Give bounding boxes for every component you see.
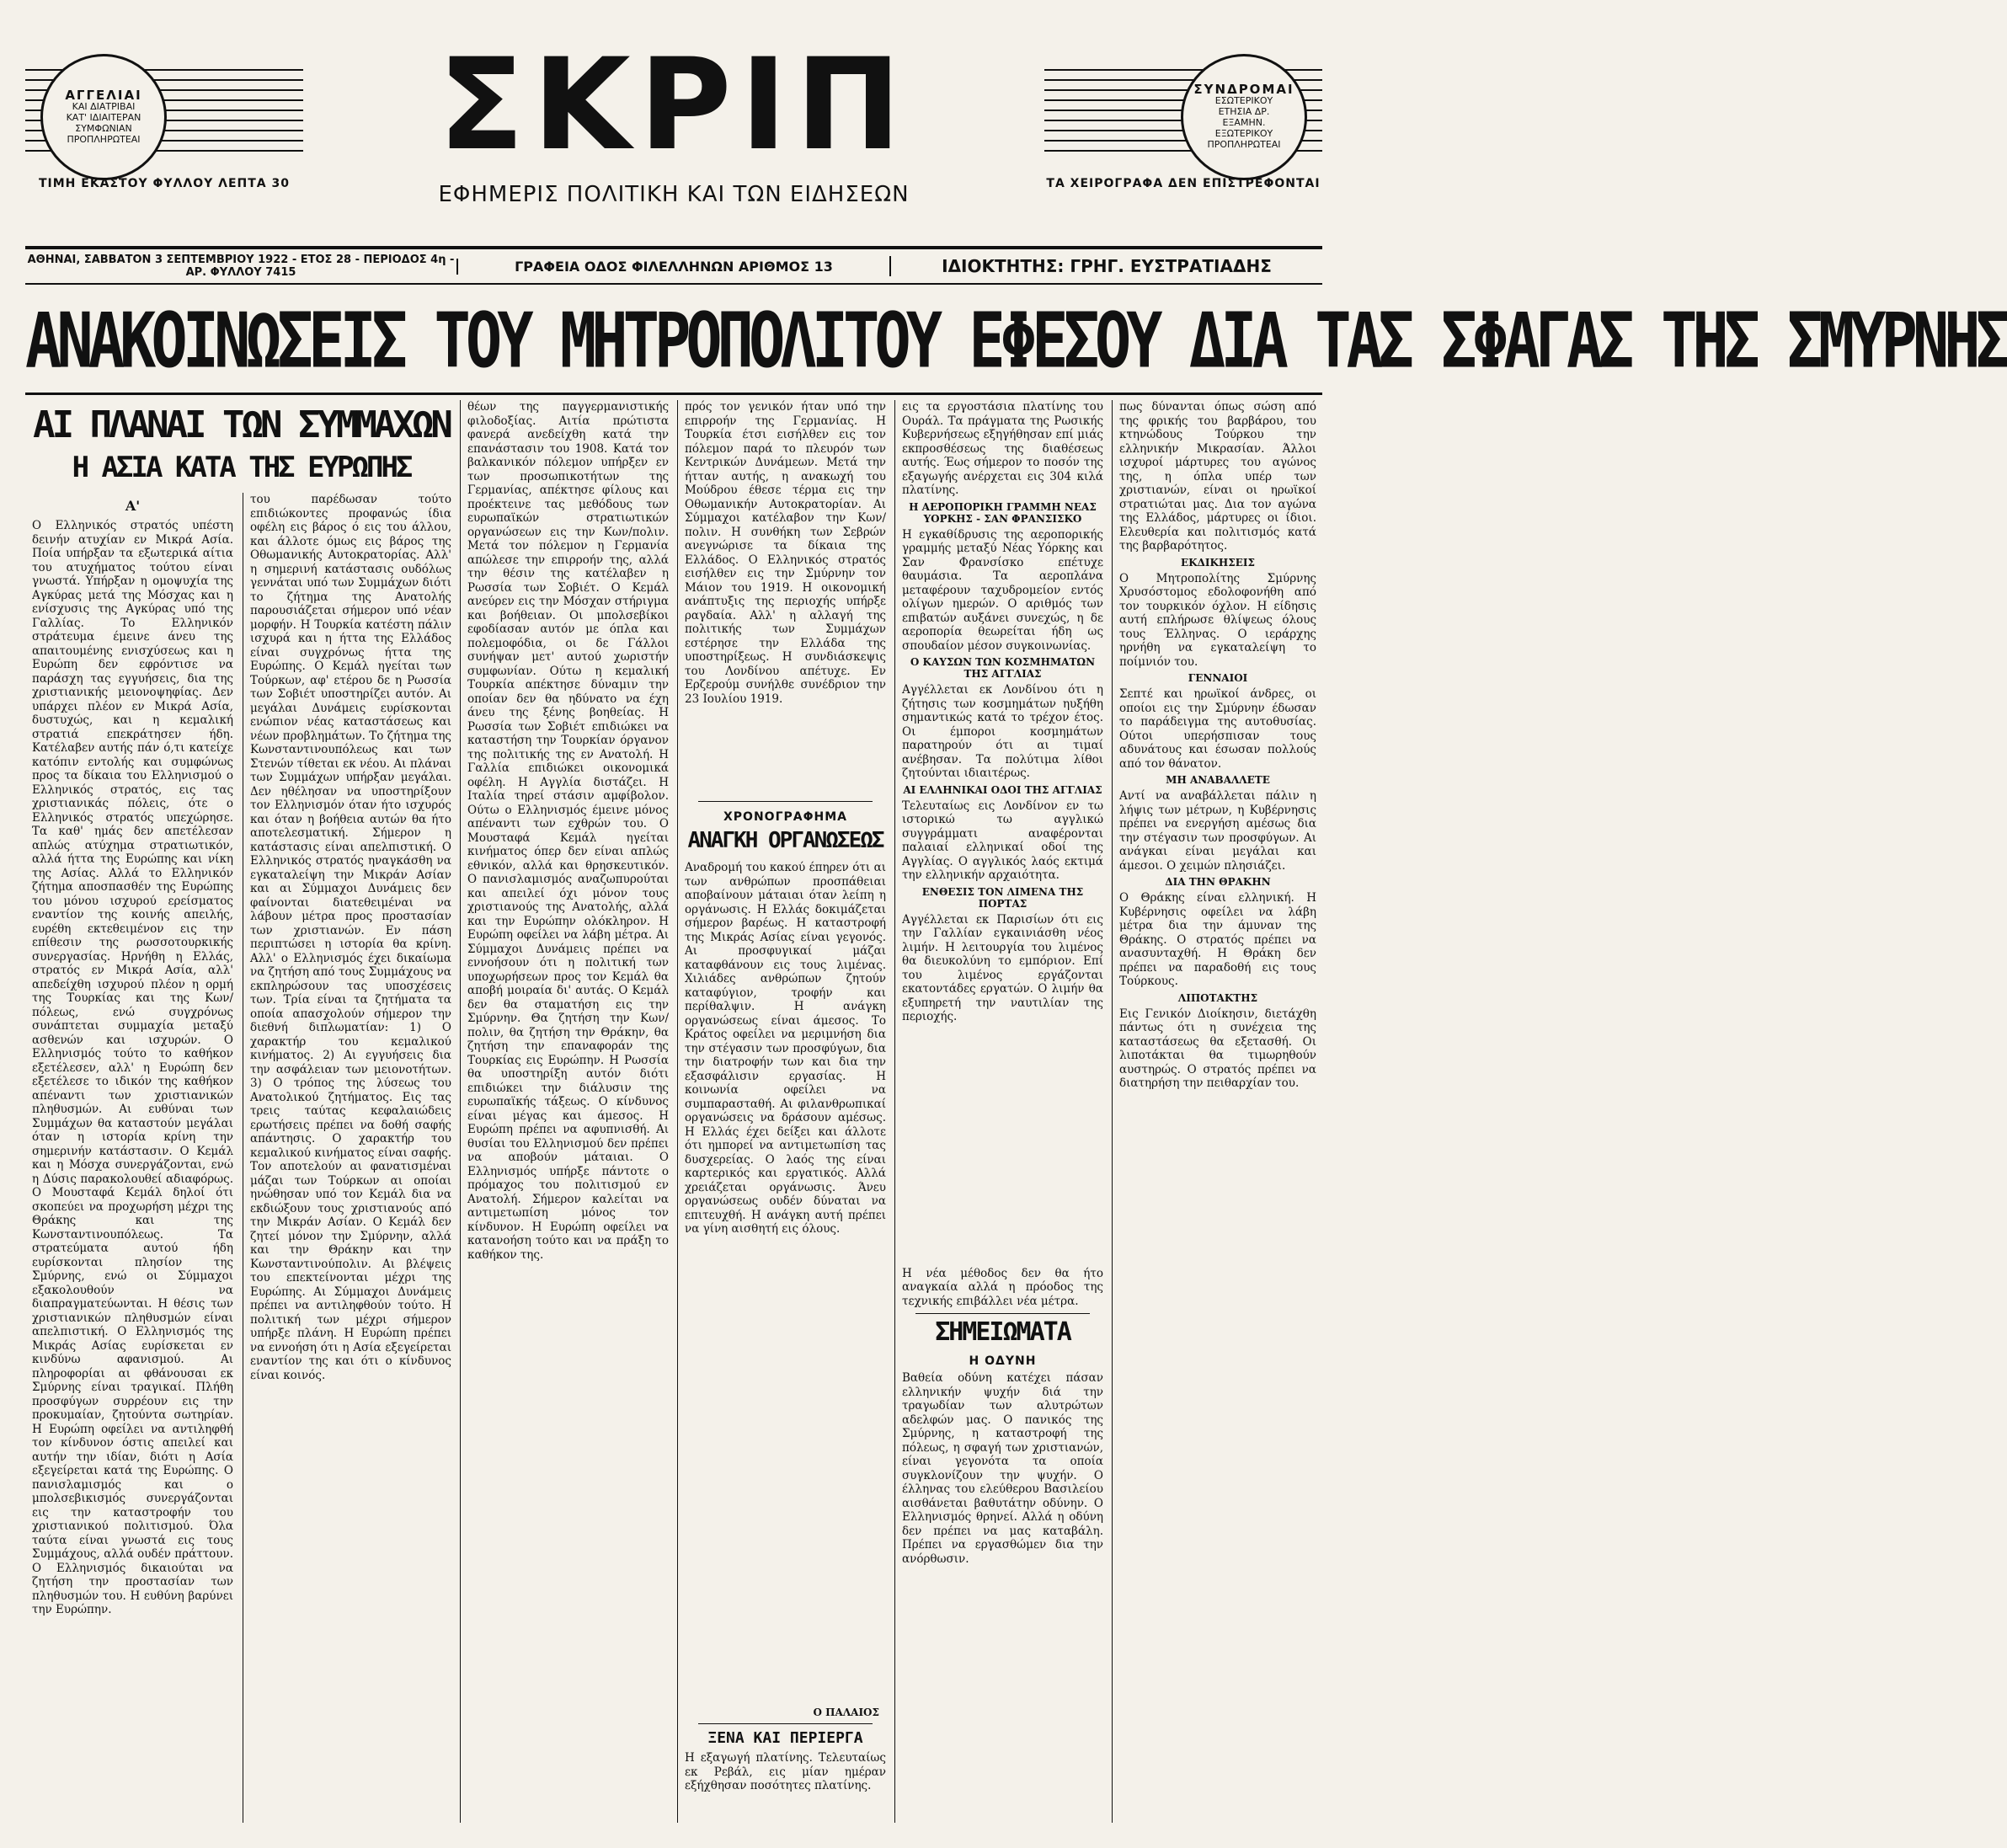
news-title: ΕΝΘΕΣΙΣ ΤΟΝ ΛΙΜΕΝΑ ΤΗΣ ΠΟΡΤΑΣ	[921, 885, 1084, 910]
newspaper-title: ΣΚΡΙΠ	[438, 32, 910, 179]
column-4	[677, 400, 893, 1823]
divider	[698, 1723, 873, 1724]
ads-stamp-line: ΚΑΙ ΔΙΑΤΡΙΒΑΙ	[72, 100, 136, 112]
lead-article-title: ΑΙ ΠΛΑΝΑΙ ΤΩΝ ΣΥΜΜΑΧΩΝ	[33, 403, 450, 446]
strange-news-text: Η εξαγωγή πλατίνης. Τελευταίως εκ Ρεβάλ, εις μίαν ημέραν εξήχθησαν ποσότητες πλατίνης.	[685, 1751, 886, 1792]
section-title: ΛΙΠΟΤΑΚΤΗΣ	[1177, 991, 1258, 1004]
ads-stamp	[40, 54, 167, 180]
info-bar	[25, 246, 1322, 285]
column-1	[25, 493, 240, 1823]
news-text: Τελευταίως εις Λονδίνον εν τω ιστορικώ τω αγγλικώ συγγράμματι αναφέρονται παλαιαί ελληνικαί οδοί της Αγγλίας. Ο αγγλικός λαός εκτιμά την ελληνικήν αρχαιότητα.	[902, 798, 1103, 882]
subscriptions-stamp-line: ΠΡΟΠΛΗΡΩΤΕΑΙ	[1207, 139, 1281, 150]
news-title: Η ΑΕΡΟΠΟΡΙΚΗ ΓΡΑΜΜΗ ΝΕΑΣ ΥΟΡΚΗΣ - ΣΑΝ ΦΡΑΝΣΙΣΚΟ	[909, 500, 1097, 525]
notes-text: Βαθεία οδύνη κατέχει πάσαν ελληνικήν ψυχήν διά την τραγωδίαν των αλυτρώτων αδελφών μας. Ο πανικός της Σμύρνης, η καταστροφή της πόλεως, η σφαγή των χριστιανών, είναι γεγονότα τα οποία συγκλονίζουν την ψυχήν. Ο έλληνας του ελεύθερου Βασιλείου αισθάνεται βαθυτάτην οδύνην. Ο Ελληνισμός θρηνεί. Αλλά η οδύνη δεν πρέπει να μας καταβάλη. Πρέπει να εργασθώμεν δια την ανόρθωσιν.	[902, 1371, 1103, 1566]
section-text: Σεπτέ και ηρωϊκοί άνδρες, οι οποίοι εις την Σμύρνην έδωσαν το παράδειγμα της αυτοθυσίας. Ούτοι υπερήσπισαν τους αδυνάτους και έσωσαν πολλούς από τον θάνατον.	[1119, 687, 1316, 771]
lead-article-subtitle: Η ΑΣΙΑ ΚΑΤΑ ΤΗΣ ΕΥΡΩΠΗΣ	[72, 451, 411, 484]
news-text: Η εγκαθίδρυσις της αεροπορικής γραμμής μεταξύ Νέας Υόρκης και Σαν Φρανσίσκο επέτυχε θαυμάσια. Τα αεροπλάνα μεταφέρουν ταχυδρομείον εντός ολίγων ημερών. Ο αριθμός των επιβατών αυξάνει συνεχώς, η δε αεροπορία θεωρείται ήδη ως σπουδαίον μέσον συγκοινωνίας.	[902, 527, 1103, 653]
newspaper-subtitle: ΕΦΗΜΕΡΙΣ ΠΟΛΙΤΙΚΗ ΚΑΙ ΤΩΝ ΕΙΔΗΣΕΩΝ	[438, 182, 910, 207]
section-number: Α'	[125, 498, 141, 514]
notes-title: ΣΗΜΕΙΩΜΑΤΑ	[935, 1317, 1070, 1347]
headline-rule	[25, 393, 1322, 395]
column-5	[894, 400, 1110, 1823]
section-text: Ο Θράκης είναι ελληνική. Η Κυβέρνησις οφείλει να λάβη μέτρα δια την άμυναν της Θράκης. Ο στρατός πρέπει να ανασυνταχθή. Η Θράκη δεν πρέπει να παραδοθή εις τους Τούρκους.	[1119, 891, 1316, 988]
notes-subtitle: Η ΟΔΥΝΗ	[969, 1354, 1037, 1368]
subscriptions-stamp-line: ΕΞΑΜΗΝ.	[1222, 117, 1266, 128]
subscriptions-stamp-line: ΕΣΩΤΕΡΙΚΟΥ	[1214, 95, 1273, 106]
section-text: Αντί να αναβάλλεται πάλιν η λήψις των μέτρων, η Κυβέρνησις πρέπει να ενεργήση αμέσως δια την στέγασιν των προσφύγων. Αι ανάγκαι είναι μεγάλαι και άμεσοι. Ο χειμών πλησιάζει.	[1119, 789, 1316, 873]
section-title: ΓΕΝΝΑΙΟΙ	[1188, 672, 1248, 684]
chronography-title: ΑΝΑΓΚΗ ΟΡΓΑΝΩΣΕΩΣ	[687, 828, 883, 853]
news-title: ΑΙ ΕΛΛΗΝΙΚΑΙ ΟΔΟΙ ΤΗΣ ΑΓΓΛΙΑΣ	[903, 783, 1102, 796]
right-ear	[1044, 61, 1322, 190]
divider	[698, 801, 873, 802]
news-text: Αγγέλλεται εκ Παρισίων ότι εις την Γαλλίαν εγκαινιάσθη νέος λιμήν. Η λειτουργία του λιμένος θα διευκολύνη το εμπόριον. Επί του λιμένος εργάζονται εκατοντάδες εργατών. Ο λιμήν θα εξυπηρετή την ναυτιλίαν της περιοχής.	[902, 912, 1103, 1023]
section-title: ΔΙΑ ΤΗΝ ΘΡΑΚΗΝ	[1165, 876, 1271, 888]
news-text: Η νέα μέθοδος δεν θα ήτο αναγκαία αλλά η πρόοδος της τεχνικής επιβάλλει νέα μέτρα.	[902, 1266, 1103, 1308]
issue-date: ΑΘΗΝΑΙ, ΣΑΒΒΑΤΟΝ 3 ΣΕΠΤΕΜΒΡΙΟΥ 1922 - ΕΤΟΣ 28 - ΠΕΡΙΟΔΟΣ 4η - ΑΡ. ΦΥΛΛΟΥ 7415	[27, 254, 455, 279]
chronography-label: ΧΡΟΝΟΓΡΑΦΗΜΑ	[723, 810, 847, 824]
price-caption: ΤΙΜΗ ΕΚΑΣΤΟΥ ΦΥΛΛΟΥ ΛΕΠΤΑ 30	[38, 177, 291, 190]
chronography-signature: Ο ΠΑΛΑΙΟΣ	[813, 1706, 879, 1718]
newspaper-page	[25, 25, 2007, 1823]
column-3	[460, 400, 675, 1823]
column-6-intro: πως δύνανται όπως σώση από της φρικής του βαρβάρου, του κτηνώδους Τούρκου την ελληνικήν Μικρασίαν. Άλλοι ισχυροί μάρτυρες του αγώνος της, η όπλα υπέρ των χριστιανών, είναι οι ηρωϊκοί στρατιώται μας. Δια τον αγώνα της Ελλάδος, μάρτυρες οι ίδιοι. Ελευθερία και πολιτισμός κατά της βαρβαρότητος.	[1119, 400, 1316, 553]
section-title: ΕΚΔΙΚΗΣΕΙΣ	[1181, 556, 1255, 569]
offices-address: ΓΡΑΦΕΙΑ ΟΔΟΣ ΦΙΛΕΛΛΗΝΩΝ ΑΡΙΘΜΟΣ 13	[456, 259, 889, 275]
column-2	[243, 493, 458, 1823]
subscriptions-stamp	[1181, 54, 1307, 180]
divider	[915, 1313, 1090, 1314]
section-text: Ο Μητροπολίτης Σμύρνης Χρυσόστομος εδολοφονήθη από τον τουρκικόν όχλον. Η είδησις αυτή επλήρωσε θλίψεως όλους τους Έλληνας. Ο ιεράρχης ηρνήθη να εγκαταλείψη το ποίμνιόν του.	[1119, 571, 1316, 669]
lead-article-text-1: Ο Ελληνικός στρατός υπέστη δεινήν ατυχίαν εν Μικρά Ασία. Ποία υπήρξαν τα εξωτερικά αίτια του ατυχήματος τούτου είναι γνωστά. Υπήρξαν η ομοψυχία της Αγκύρας μετά της Μόσχας και η ενίσχυσις της Αγκύρας υπό της Γαλλίας. Το Ελληνικόν στράτευμα έμεινε άνευ της απαιτουμένης ενισχύσεως και η Ευρώπη δεν εφρόντισε να παράσχη τας εγγυήσεις, δια της χριστιανικής μειονοψηφίας. Δεν υπάρχει πλέον εν Μικρά Ασία, δυστυχώς, και η κεμαλική στρατιά επεκράτησεν ήδη. Κατέλαβεν αυτής πάν ό,τι κατείχε κατόπιν εντολής και συμφώνως προς τα δίκαια του Ελληνισμού ο Ελληνικός στρατός, εις τας χριστιανικάς πόλεις, ότε ο Ελληνικός στρατός υπεχώρησε. Τα καθ' ημάς δεν απετέλεσαν απλώς ατύχημα στρατιωτικόν, αλλά ήττα της Ευρώπης και νίκη της Ασίας. Αλλά το Ελληνικόν ζήτημα αποσπασθέν της Ευρώπης του μόνου ισχυρού ερείσματος εναντίον της κοινής απειλής, ευρέθη εκτεθειμένον εις την επίθεσιν της ρωσσοτουρκικής συνεργασίας. Ηρνήθη η Ελλάς, στρατός εν Μικρά Ασία, αλλ' απεδείχθη ισχυρού πλέον η ορμή της Τουρκίας και της Κων/πόλεως, ενώ συγχρόνως συνάπτεται συμμαχία μεταξύ ασθενών και ισχυρών. Ο Ελληνισμός τούτο το καθήκον εξετέλεσεν, αλλ' η Ευρώπη δεν εξετέλεσε το ιδικόν της καθήκον απέναντι των χριστιανικών πληθυσμών. Αι ευθύναι των Συμμάχων θα καταστούν μεγάλαι όταν η ιστορία κρίνη την σημερινήν κατάστασιν. Ο Κεμάλ και η Μόσχα συνεργάζονται, ενώ η Δύσις παρακολουθεί αδιαφόρως. Ο Μουσταφά Κεμάλ δηλοί ότι σκοπεύει να προχωρήση μέχρι της Θράκης και της Κωνσταντινουπόλεως. Τα στρατεύματα αυτού ήδη ευρίσκονται πλησίον της Σμύρνης, ενώ οι Σύμμαχοι εξακολουθούν να διαπραγματεύωνται. Η θέσις των χριστιανικών πληθυσμών είναι απελπιστική. Ο Ελληνισμός της Μικράς Ασίας ευρίσκεται εν κινδύνω αφανισμού. Αι πληροφορίαι αι φθάνουσαι εκ Σμύρνης είναι τραγικαί. Πλήθη προσφύγων συρρέουν εις την προκυμαίαν, ζητούντα σωτηρίαν. Η Ευρώπη οφείλει να αντιληφθή τον κίνδυνον όστις απειλεί και αυτήν την ιδίαν, διότι η Ασία εξεγείρεται κατά της Ευρώπης. Ο πανισλαμισμός και ο μπολσεβικισμός συνεργάζονται εις την καταστροφήν του χριστιανικού πολιτισμού. Όλα ταύτα είναι γνωστά εις τους Συμμάχους, αλλά ουδέν πράττουν. Ο Ελληνισμός δικαιούται να ζητήση την προστασίαν των πληθυσμών του. Η ευθύνη βαρύνει την Ευρώπην.	[32, 519, 233, 1616]
ads-stamp-line: ΚΑΤ' ΙΔΙΑΙΤΕΡΑΝ	[66, 111, 141, 123]
ads-stamp-title: ΑΓΓΕΛΙΑΙ	[65, 87, 142, 103]
news-text: Αγγέλλεται εκ Λονδίνου ότι η ζήτησις των κοσμημάτων ηυξήθη σημαντικώς κατά το τρέχον έτος. Οι έμποροι κοσμημάτων παρατηρούν ότι αι τιμαί ανέβησαν. Τα πολύτιμα λίθοι ζητούνται ιδιαιτέρως.	[902, 683, 1103, 780]
subscriptions-stamp-line: ΕΞΩΤΕΡΙΚΟΥ	[1214, 128, 1273, 139]
ads-stamp-line: ΣΥΜΦΩΝΙΑΝ	[75, 122, 132, 134]
strange-news-label: ΞΕΝΑ ΚΑΙ ΠΕΡΙΕΡΓΑ	[707, 1729, 863, 1747]
main-headline: ΑΝΑΚΟΙΝΩΣΕΙΣ ΤΟΥ ΜΗΤΡΟΠΟΛΙΤΟΥ ΕΦΕΣΟΥ ΔΙΑ ΤΑΣ ΣΦΑΓΑΣ ΤΗΣ ΣΜΥΡΝΗΣ	[25, 296, 2007, 385]
subscriptions-stamp-title: ΣΥΝΔΡΟΜΑΙ	[1193, 82, 1294, 97]
lead-article-text-3: θέων της παγγερμανιστικής φιλοδοξίας. Αιτία πρώτιστα φανερά ανεδείχθη κατά την επανάστασιν του 1908. Κατά τον βαλκανικόν πόλεμον υπήρξεν εν των προσωπικοτήτων της Γερμανίας, απέκτησε φίλους και προέκτεινε τας μεθόδους των ευρωπαϊκών στρατιωτικών οργανώσεων εις την Κων/πολιν. Μετά τον πόλεμον η Γερμανία απώλεσε την επιρροήν της, αλλά την θέσιν της κατέλαβεν η Ρωσσία των Σοβιέτ. Ο Κεμάλ ανεύρεν εις την Μόσχαν στήριγμα και βοήθειαν. Οι μπολσεβίκοι εφοδίασαν αυτόν με όπλα και πολεμοφόδια, οι δε Γάλλοι συνήψαν μετ' αυτού χωριστήν συμφωνίαν. Ούτω η κεμαλική Τουρκία απέκτησε δύναμιν την οποίαν δεν θα ηδύνατο να έχη άνευ της ξένης βοηθείας. Η Ρωσσία των Σοβιέτ επιδιώκει να καταστήση την Τουρκίαν όργανον της πολιτικής της εν Ανατολή. Η Γαλλία επιδιώκει οικονομικά οφέλη. Η Αγγλία διστάζει. Η Ιταλία τηρεί στάσιν αμφίβολον. Ούτω ο Ελληνισμός έμεινε μόνος απέναντι των εχθρών του. Ο Μουσταφά Κεμάλ ηγείται κινήματος όπερ δεν είναι απλώς εθνικόν, αλλά και θρησκευτικόν. Ο πανισλαμισμός αναζωπυρούται και απειλεί όχι μόνον τους χριστιανούς της Ανατολής, αλλά και την Ευρώπην ολόκληρον. Η Ευρώπη οφείλει να λάβη μέτρα. Αι Σύμμαχοι Δυνάμεις πρέπει να εννοήσουν ότι η πολιτική των υποχωρήσεων προς τον Κεμάλ θα αποβή μοιραία δι' αυτάς. Ο Κεμάλ δεν θα σταματήση εις την Σμύρνην. Θα ζητήση την Κων/πολιν, θα ζητήση την Θράκην, θα ζητήση την επαναφοράν της Τουρκίας εις Ευρώπην. Η Ρωσσία θα υποστηρίξη αυτόν διότι επιδιώκει την διάλυσιν της ευρωπαϊκής τάξεως. Ο κίνδυνος είναι μέγας και άμεσος. Η Ευρώπη πρέπει να αφυπνισθή. Αι θυσίαι του Ελληνισμού δεν πρέπει να αποβούν μάταιαι. Ο Ελληνισμός υπήρξε πάντοτε ο πρόμαχος του πολιτισμού εν Ανατολή. Σήμερον καλείται να αντιμετωπίση μόνος τον κίνδυνον. Η Ευρώπη οφείλει να κατανοήση τούτο και να πράξη το καθήκον της.	[467, 400, 669, 1262]
lead-article-text-4: πρός τον γενικόν ήταν υπό την επιρροήν της Γερμανίας. Η Τουρκία έτσι εισήλθεν εις τον πόλεμον παρά το πλευρόν των Κεντρικών Δυνάμεων. Μετά την ήτταν αυτής, η ανακωχή του Μούδρου έθεσε τέρμα εις την Οθωμανικήν Αυτοκρατορίαν. Αι Σύμμαχοι κατέλαβον την Κων/πολιν. Η συνθήκη των Σεβρών ανεγνώρισε τα δίκαια της Ελλάδος. Ο Ελληνικός στρατός εισήλθεν εις την Σμύρνην τον Μάιον του 1919. Η οικονομική ανάπτυξις της περιοχής υπήρξε ραγδαία. Αλλ' η αλλαγή της πολιτικής των Συμμάχων εστέρησε την Ελλάδα της υποστηρίξεως. Η συνδιάσκεψις του Λονδίνου απέτυχε. Εν Ερζερούμ συνήλθε συνέδριον την 23 Ιουλίου 1919.	[685, 400, 886, 706]
subscriptions-stamp-line: ΕΤΗΣΙΑ ΔΡ.	[1218, 106, 1270, 117]
news-title: Ο ΚΑΥΣΩΝ ΤΩΝ ΚΟΣΜΗΜΑΤΩΝ ΤΗΣ ΑΓΓΛΙΑΣ	[910, 656, 1096, 680]
manuscripts-caption: ΤΑ ΧΕΙΡΟΓΡΑΦΑ ΔΕΝ ΕΠΙΣΤΡΕΦΟΝΤΑΙ	[1046, 177, 1321, 190]
owner-name: ΙΔΙΟΚΤΗΤΗΣ: ΓΡΗΓ. ΕΥΣΤΡΑΤΙΑΔΗΣ	[889, 256, 1322, 276]
section-text: Εις Γενικόν Διοίκησιν, διετάχθη πάντως ότι η συνέχεια της καταστάσεως θα εξετασθή. Οι λιποτάκται θα τιμωρηθούν αυστηρώς. Ο στρατός πρέπει να διατηρήση την πειθαρχίαν του.	[1119, 1007, 1316, 1090]
platinum-text: εις τα εργοστάσια πλατίνης του Ουράλ. Τα πράγματα της Ρωσικής Κυβερνήσεως εξηγήθησαν επί μιάς εκπροσθέσεως της διαθέσεως αυτής. Έως σήμερον το ποσόν της εξαγωγής ανέρχεται εις 304 κιλά πλατίνης.	[902, 400, 1103, 497]
article-columns	[25, 400, 1322, 1823]
lead-article-text-2: του παρέδωσαν τούτο επιδιώκοντες προφανώς ίδια οφέλη εις βάρος ό εις του άλλου, και άλλοτε όμως εις βάρος της Οθωμανικής Αυτοκρατορίας. Αλλ' η σημερινή κατάστασις ουδόλως γεννάται υπό των Συμμάχων διότι το ζήτημα της Ανατολής παρουσιάζεται σήμερον υπό νέαν μορφήν. Η Τουρκία κατέστη πάλιν ισχυρά και η ήττα της Ελλάδος είναι συγχρόνως ήττα της Ευρώπης. Ο Κεμάλ ηγείται των Τούρκων, αφ' ετέρου δε η Ρωσσία των Σοβιέτ υποστηρίζει αυτόν. Αι μεγάλαι Δυνάμεις ευρίσκονται ενώπιον νέας καταστάσεως και νέων προβλημάτων. Το ζήτημα της Κωνσταντινουπόλεως και των Στενών τίθεται εκ νέου. Αι πλάναι των Συμμάχων υπήρξαν μεγάλαι. Δεν ηθέλησαν να υποστηρίξουν τον Ελληνισμόν όταν ήτο ισχυρός και όταν η βοήθεια αυτών θα ήτο αποτελεσματική. Σήμερον η κατάστασις είναι απελπιστική. Ο Ελληνικός στρατός ηναγκάσθη να εγκαταλείψη την Μικράν Ασίαν και αι Σύμμαχοι Δυνάμεις δεν φαίνονται διατεθειμέναι να λάβουν μέτρα προς προστασίαν των χριστιανών. Εν πάση περιπτώσει η ιστορία θα κρίνη. Αλλ' ο Ελληνισμός έχει δικαίωμα να ζητήση από τους Συμμάχους να εκπληρώσουν τας υποσχέσεις των. Τρία είναι τα ζητήματα τα οποία απασχολούν σήμερον την διεθνή διπλωματίαν: 1) Ο χαρακτήρ του κεμαλικού κινήματος. 2) Αι εγγυήσεις δια την ασφάλειαν των μειονοτήτων. 3) Ο τρόπος της λύσεως του Ανατολικού ζητήματος. Εις τας τρεις ταύτας κεφαλαιώδεις ερωτήσεις πρέπει να δοθή σαφής απάντησις. Ο χαρακτήρ του κεμαλικού κινήματος είναι σαφής. Τον αποτελούν αι φανατισμέναι μάζαι των Τούρκων αι οποίαι ηνώθησαν υπό τον Κεμάλ δια να εκδιώξουν τους χριστιανούς από την Μικράν Ασίαν. Ο Κεμάλ δεν ζητεί μόνον την Σμύρνην, αλλά και την Θράκην και την Κωνσταντινούπολιν. Αι βλέψεις του επεκτείνονται μέχρι της Ευρώπης. Αι Σύμμαχοι Δυνάμεις πρέπει να αντιληφθούν τούτο. Η πολιτική των μέχρι σήμερον υπήρξε πλάνη. Η Ευρώπη πρέπει να εννοήση ότι η Ασία εξεγείρεται εναντίον της και ότι ο κίνδυνος είναι κοινός.	[250, 493, 451, 1382]
ads-stamp-line: ΠΡΟΠΛΗΡΩΤΕΑΙ	[67, 133, 141, 145]
section-title: ΜΗ ΑΝΑΒΑΛΛΕΤΕ	[1166, 774, 1270, 786]
chronography-text: Αναδρομή του κακού έπηρεν ότι αι των ανθρώπων προσπάθειαι αποβαίνουν μάταιαι όταν λείπη η οργάνωσις. Η Ελλάς δοκιμάζεται σήμερον βαρέως. Η καταστροφή της Μικράς Ασίας είναι γεγονός. Αι προσφυγικαί μάζαι καταφθάνουν εις τους λιμένας. Χιλιάδες ανθρώπων ζητούν καταφύγιον, τροφήν και περίθαλψιν. Η ανάγκη οργανώσεως είναι άμεσος. Το Κράτος οφείλει να μεριμνήση δια την στέγασιν των προσφύγων, δια την διατροφήν των και δια την εξασφάλισιν εργασίας. Η κοινωνία οφείλει να συμπαρασταθή. Αι φιλανθρωπικαί οργανώσεις να δράσουν αμέσως. Η Ελλάς έχει δείξει και άλλοτε ότι ημπορεί να αντιμετωπίση τας δυσχερείας. Ο λαός της είναι καρτερικός και εργατικός. Αλλά χρειάζεται οργάνωσις. Άνευ οργανώσεως ουδέν δύναται να επιτευχθή. Η ανάγκη αυτή πρέπει να γίνη αισθητή εις όλους.	[685, 861, 886, 1236]
column-6	[1112, 400, 1323, 1823]
left-ear	[25, 61, 303, 190]
